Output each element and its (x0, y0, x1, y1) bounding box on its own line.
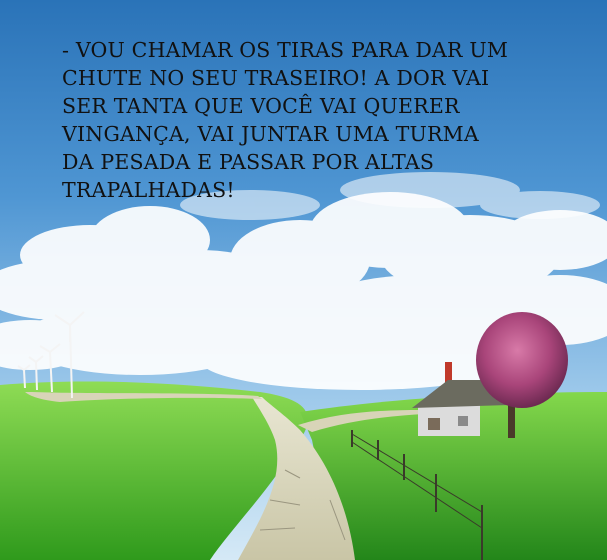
caption-text: - VOU CHAMAR OS TIRAS PARA DAR UM CHUTE NO SEU TRASEIRO! A DOR VAI SER TANTA QUE VOCÊ VAI QUERER VINGANÇA, VAI JUNTAR UMA TURMA DA PESADA E PASSAR POR ALTAS TRAPALHADAS! (62, 38, 509, 202)
